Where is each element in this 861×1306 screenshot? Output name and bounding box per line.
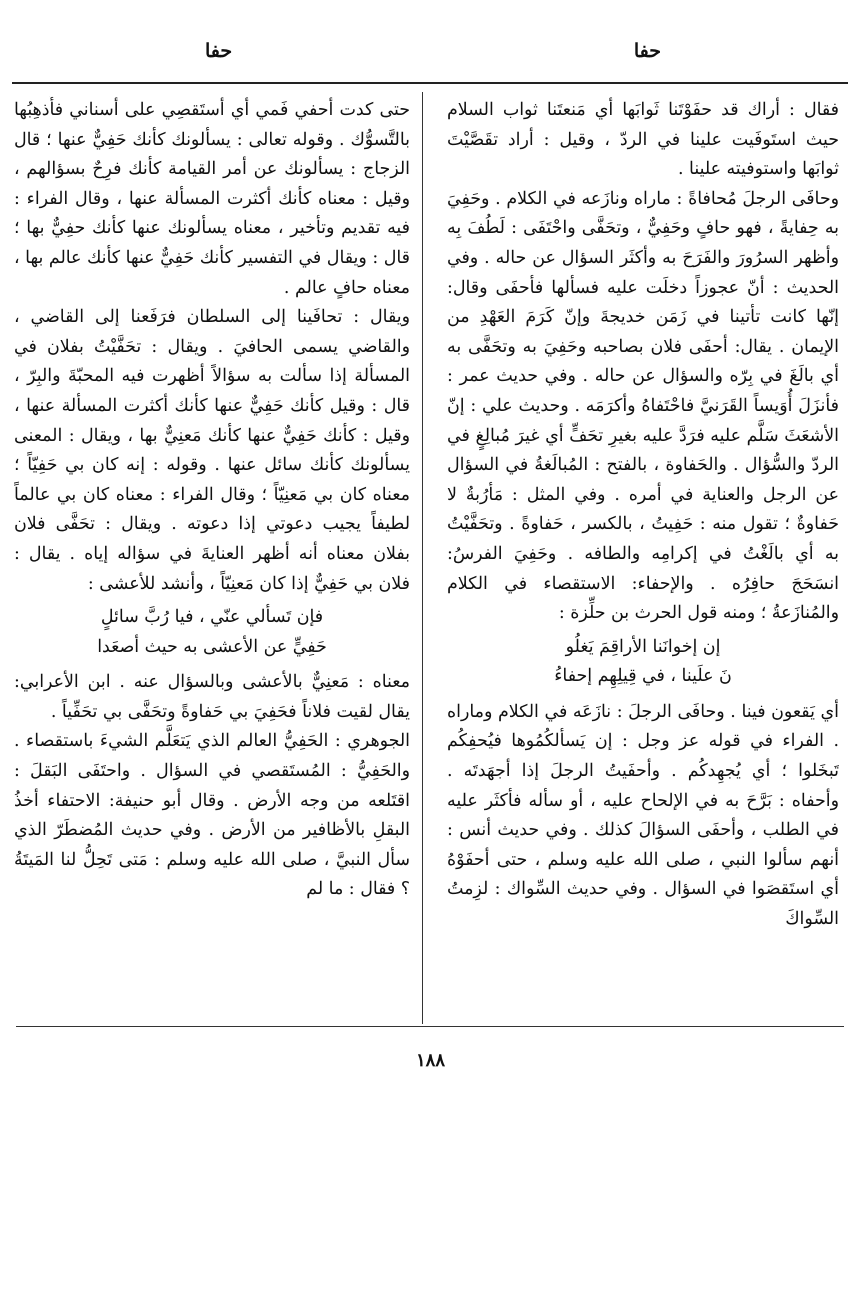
header-rule	[12, 82, 848, 84]
right-verse-line-2: نَ علَينا ، في قِيلِهِم إحفاءُ	[554, 666, 732, 687]
right-paragraph-3: أي يَقعون فينا . وحافَى الرجلَ : نازَعَه في الكلام وماراه . الفراء في قوله عز وجل : إن يَسألكُمُوها فيُحفِكُم تَبخَلوا ؛ أي يُجهِدكُم . وأحفَيتُ الرجلَ إذا أجهَدتَه . وأحفاه : بَرَّحَ به في الإلحاح عليه ، أو سأله فأكثَر عليه في الطلب ، وأحفَى السؤالَ كذلك . وفي حديث أنس : أنهم سألوا النبي ، صلى الله عليه وسلم ، حتى أحفَوْهُ أي استَقصَوا في السؤال . وفي حديث السِّواك : لزِمتُ السِّواكَ	[447, 701, 839, 930]
right-verse-line-1: إن إخوانَنا الأراقِمَ يَغلُو	[565, 636, 721, 657]
left-paragraph-2: ويقال : تحافَينا إلى السلطان فرَفَعنا إلى القاضي ، والقاضي يسمى الحافيَ . ويقال : تحَفَّيْتُ بفلان في المسألة إذا سألت به سؤالاً أظهرت فيه المحبّةَ والبِرّ ، قال : وقيل كأنك حَفِيٌّ عنها كأنك أكثرت المسألة عنها ، وقيل : كأنك حَفِيٌّ عنها كأنك مَعنِيٌّ بها ، ويقال : المعنى يسألونك كأنك سائل عنها . وقوله : إنه كان بي حَفِيّاً ؛ معناه كان بي مَعنِيّاً ؛ وقال الفراء : معناه كان بي عالماً لطيفاً يجيب دعوتي إذا دعوته . ويقال : تحَفَّى فلان بفلان معناه أنه أظهر العنايةَ في سؤاله إياه . يقال : فلان بي حَفِيٌّ إذا كان مَعنِيّاً ، وأنشد للأعشى :	[14, 307, 410, 594]
left-verse	[14, 603, 410, 662]
footer-rule	[16, 1026, 844, 1027]
left-paragraph-4: الجوهري : الحَفِيُّ العالم الذي يَتعَلَّم الشيءَ باستقصاء . والحَفِيُّ : المُستَقصي في السؤال . واحتَفَى البَقلَ : اقتَلعه من وجه الأرض . وقال أبو حنيفة: الاحتفاء أخذُ البقلِ بالأظافير من الأرض . وفي حديث المُضطَرّ الذي سأل النبيَّ ، صلى الله عليه وسلم : مَتى تَحِلُّ لنا المَيتَةُ ؟ فقال : ما لم	[14, 731, 410, 900]
right-paragraph-2: وحافَى الرجلَ مُحافاةً : ماراه ونازَعه في الكلام . وحَفِيَ به حِفايةً ، فهو حافٍ وحَفِيٌّ ، وتحَفَّى واحْتَفَى : لَطُفَ بِه وأظهر السرُورَ والفَرَحَ به وأكثَر السؤال عن حاله . وفي الحديث : أنّ عجوزاً دخلَت عليه فسألها فأحفَى وقال: إنّها كانت تأتينا في زَمَن خديجةَ وإنّ كَرَمَ العَهْدِ من الإيمان . يقال: أحفَى فلان بصاحبه وحَفِيَ به وتحَفَّى به أي بالَغَ في بِرّه والسؤال عن حاله . وفي حديث عمر : فأنزَلَ أُوَيساً القَرَنيَّ فاحْتَفاهُ وأكرَمَه . وحديث علي : إنّ الأشعَثَ سَلَّم عليه فرَدَّ عليه بغيرِ تحَفٍّ أي غيرَ مُبالِغٍ في الردّ والسُّؤال . والحَفاوة ، بالفتح : المُبالَغةُ في السؤال عن الرجل والعناية في أمره . وفي المثل : مَأرُبةٌ لا حَفاوةٌ ؛ تقول منه : حَفِيتُ ، بالكسر ، حَفاوةً . وتحَفَّيْتُ به أي بالَغْتُ في إكرامِه والطافه . وحَفِيَ الفرسُ: انسَحَجَ حافِرُه . والإحفاء: الاستقصاء في الكلام والمُنازَعةُ ؛ ومنه قول الحرث بن حلِّزة :	[447, 188, 839, 624]
right-paragraph-1: فقال : أراك قد حفَوْتَنا ثَوابَها أي مَنعتَنا ثواب السلام حيث استَوفَيت علينا في الردّ ، وقيل : أراد تقَصَّيْتَ ثوابَها واستوفيته علينا .	[447, 100, 839, 180]
column-divider	[422, 92, 423, 1024]
right-verse	[447, 633, 839, 692]
left-column	[14, 96, 410, 1026]
left-verse-line-1: فإن تَسألي عنّي ، فيا رُبَّ سائلٍ	[100, 607, 324, 628]
running-head-left: حفا	[205, 40, 233, 62]
right-column	[447, 96, 839, 1026]
left-paragraph-3: معناه : مَعنِيٌّ بالأعشى وبالسؤال عنه . ابن الأعرابي: يقال لقيت فلاناً فحَفِيَ بي حَفاوةً وتحَفَّى بي تحَفِّياً .	[14, 672, 410, 722]
running-head-right: حفا	[633, 40, 661, 62]
left-verse-line-2: حَفِيٍّ عن الأعشى به حيث أصعَدا	[97, 636, 327, 657]
page-number: ١٨٨	[415, 1050, 445, 1071]
left-paragraph-1: حتى كدت أحفي فَمي أي أستَقصِي على أسناني فأُذهِبُها بالتَّسوُّك . وقوله تعالى : يسألونك كأنك حَفِيٌّ عنها ؛ قال الزجاج : يسألونك عن أمر القيامة كأنك فرِحٌ بسؤالهم ، وقيل : معناه كأنك أكثرت المسألة عنها ، وقال الفراء : فيه تقديم وتأخير ، معناه يسألونك عنها كأنك حفِيٌّ بها ؛ قال : ويقال في التفسير كأنك حَفِيٌّ عنها كأنك عالم بها ، معناه حافٍ عالم .	[14, 100, 410, 298]
